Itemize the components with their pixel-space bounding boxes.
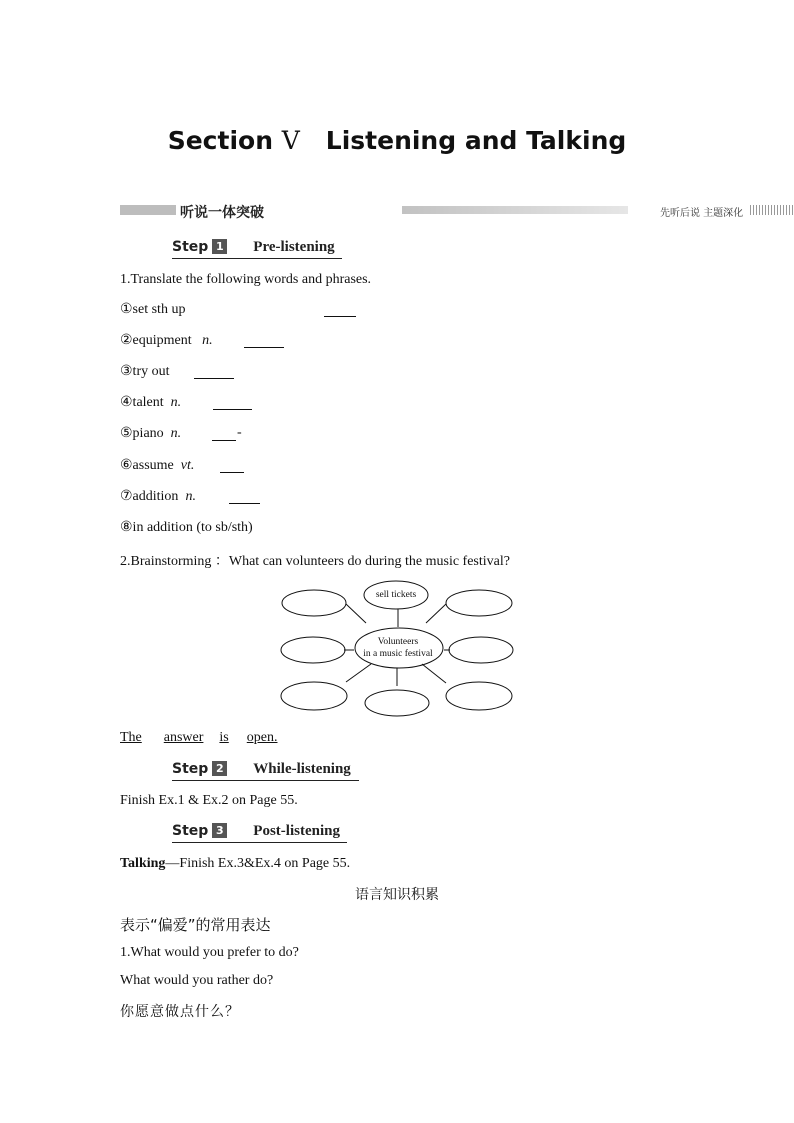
step-number-badge: 2 <box>212 761 227 776</box>
step-3-heading <box>172 823 347 840</box>
post-listening-task <box>120 856 350 872</box>
answer-blank-6[interactable] <box>220 460 244 473</box>
answer-word: open. <box>246 730 278 745</box>
answer-blank-4[interactable] <box>213 397 252 410</box>
step-number-badge: 3 <box>212 823 227 838</box>
vocab-item-6 <box>120 457 194 474</box>
empty-bubble-upper-left <box>282 590 346 616</box>
vocab-item-5 <box>120 425 181 442</box>
vocab-text: ④talent <box>120 395 164 410</box>
step-name: While-listening <box>253 761 351 777</box>
vocab-text: ⑤piano <box>120 426 164 441</box>
part-of-speech: vt. <box>180 458 195 473</box>
talking-text: —Finish Ex.3&Ex.4 on Page 55. <box>165 856 351 871</box>
banner-left-label: 听说一体突破 <box>180 205 264 221</box>
piano-suffix: - <box>237 425 242 440</box>
part-of-speech: n. <box>202 333 213 348</box>
center-label-line-1: Volunteers <box>377 637 419 647</box>
empty-bubble-upper-right <box>446 590 512 616</box>
section-banner <box>120 202 744 221</box>
connector-upper-right <box>426 604 446 623</box>
empty-bubble-right <box>449 637 513 663</box>
part-of-speech: n. <box>185 489 196 504</box>
step-2-heading <box>172 761 359 778</box>
vocab-item-1 <box>120 301 185 318</box>
title-topic: Listening and Talking <box>325 126 627 155</box>
answer-word: answer <box>163 730 204 745</box>
vocab-text: ⑥assume <box>120 458 174 473</box>
empty-bubble-lower-right <box>446 682 512 710</box>
connector-upper-left <box>346 604 366 623</box>
brainstorm-instruction: 2.Brainstorming ：What can volunteers do during the music festival? <box>120 554 510 569</box>
vocab-item-7 <box>120 488 196 505</box>
answer-blank-5[interactable] <box>212 428 236 441</box>
brainstorm-diagram <box>276 576 518 722</box>
answer-word: is <box>219 730 229 745</box>
while-listening-task: Finish Ex.1 & Ex.2 on Page 55. <box>120 793 298 808</box>
step-label: Step <box>172 761 209 777</box>
connector-lower-right <box>422 664 446 683</box>
page-title <box>0 126 794 155</box>
step-number-badge: 1 <box>212 239 227 254</box>
answer-blank-2[interactable] <box>244 335 284 348</box>
vocab-text: ①set sth up <box>120 302 186 317</box>
step-name: Pre-listening <box>253 239 335 255</box>
step-underline <box>172 842 347 843</box>
pre-instruction: 1.Translate the following words and phrases. <box>120 272 372 287</box>
vocab-text: ③try out <box>120 364 170 379</box>
banner-bar-right <box>750 205 794 215</box>
answer-blank-3[interactable] <box>194 366 234 379</box>
answer-open-line <box>120 730 283 746</box>
vocab-item-4 <box>120 394 181 411</box>
empty-bubble-bottom <box>365 690 429 716</box>
step-1-heading <box>172 239 342 256</box>
talking-label: Talking <box>120 856 166 871</box>
banner-right-label: 先听后说 主题深化 <box>658 204 745 219</box>
vocab-text: ②equipment <box>120 333 192 348</box>
banner-bar-middle <box>402 206 628 214</box>
part-of-speech: n. <box>170 395 182 410</box>
vocab-item-3 <box>120 363 170 380</box>
answer-blank-7[interactable] <box>229 491 260 504</box>
language-line-1: 1.What would you prefer to do? <box>120 945 299 960</box>
answer-word: The <box>120 730 142 745</box>
answer-blank-1[interactable] <box>324 304 356 317</box>
language-line-2: What would you rather do? <box>120 973 274 988</box>
center-bubble <box>355 628 443 668</box>
step-underline <box>172 780 359 781</box>
language-line-3: 你愿意做点什么？ <box>120 1004 240 1020</box>
top-bubble-label: sell tickets <box>375 590 417 600</box>
step-label: Step <box>172 239 209 255</box>
banner-bar-left <box>120 205 176 215</box>
empty-bubble-left <box>281 637 345 663</box>
vocab-text: ⑦addition <box>120 489 179 504</box>
vocab-text: ⑧in addition (to sb/sth) <box>120 520 253 535</box>
step-name: Post-listening <box>253 823 340 839</box>
vocab-item-2 <box>120 332 213 349</box>
language-heading: 语言知识积累 <box>355 887 439 903</box>
step-underline <box>172 258 342 259</box>
language-subheading: 表示“偏爱”的常用表达 <box>120 916 271 934</box>
vocab-item-8 <box>120 519 253 536</box>
part-of-speech: n. <box>170 426 182 441</box>
title-section: Section <box>167 126 273 155</box>
step-label: Step <box>172 823 209 839</box>
title-roman: Ⅴ <box>281 126 300 155</box>
center-label-line-2: in a music festival <box>363 649 433 659</box>
connector-lower-left <box>346 664 371 682</box>
empty-bubble-lower-left <box>281 682 347 710</box>
